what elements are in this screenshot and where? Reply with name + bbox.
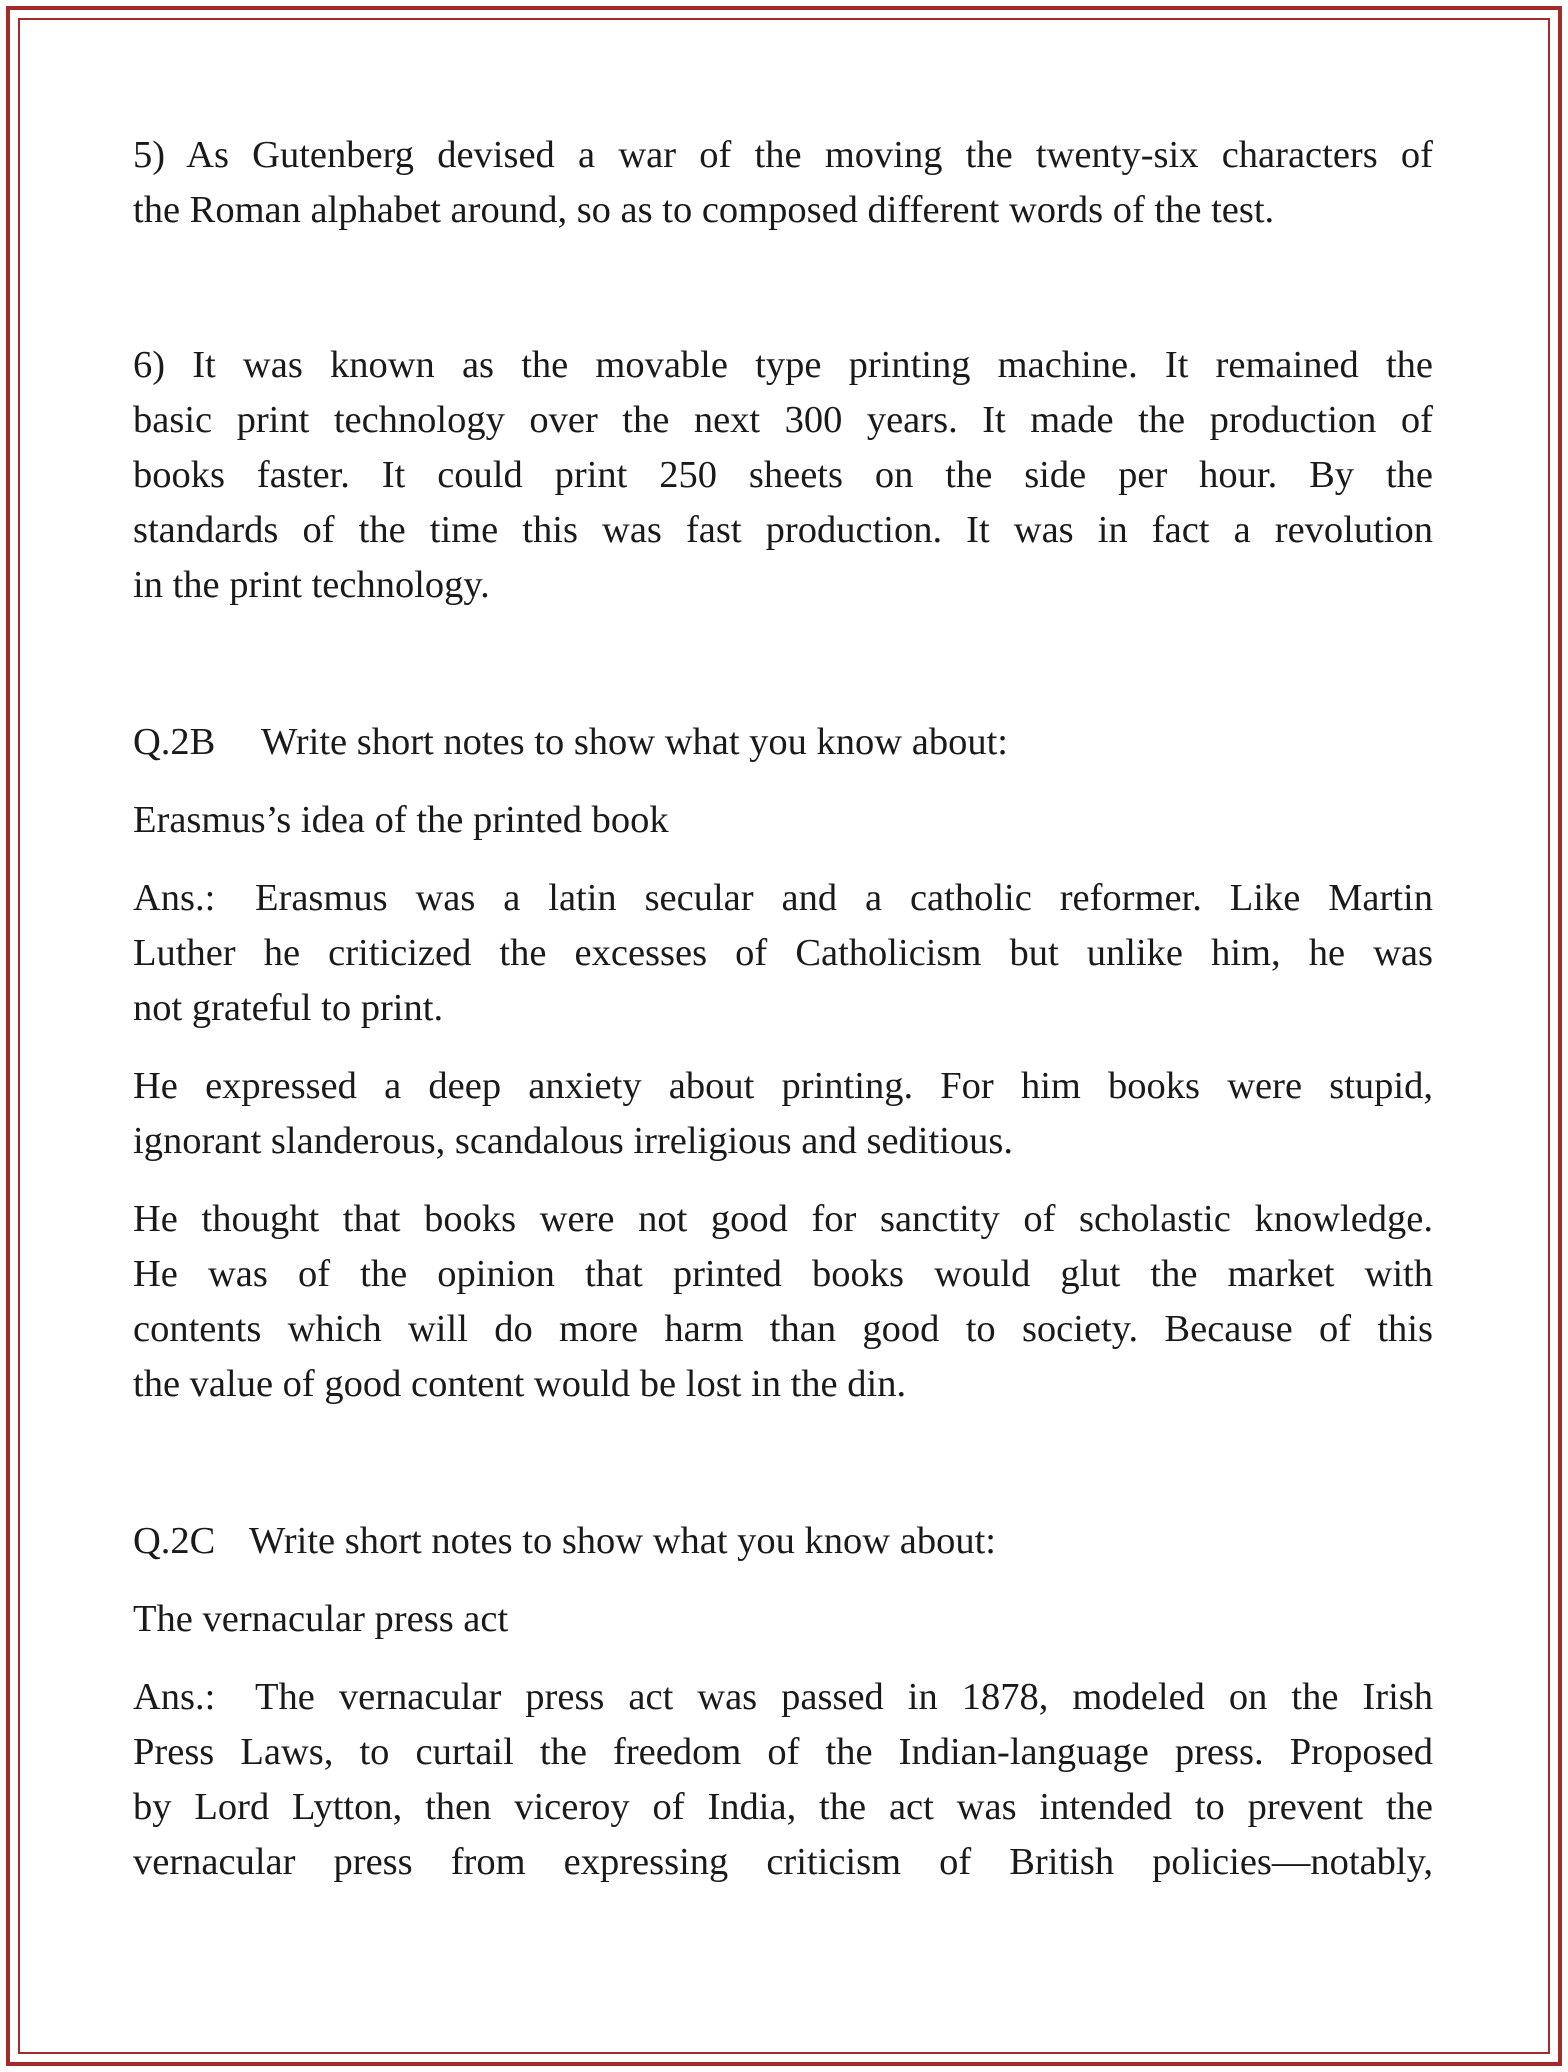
q2c-heading — [133, 1514, 1433, 1569]
q2b-answer-paragraph-3 — [133, 1192, 1433, 1412]
text-line: 5) As Gutenberg devised a war of the moving the twenty-six characters of — [133, 134, 1433, 176]
answer-text: The vernacular press act was passed in 1878, modeled on the Irish — [255, 1676, 1433, 1718]
question-prompt: Write short notes to show what you know about: — [261, 721, 1008, 763]
text-line: basic print technology over the next 300 years. It made the production of — [133, 399, 1433, 441]
q2b-heading — [133, 715, 1433, 770]
text-line: not grateful to print. — [133, 987, 444, 1029]
text-line: books faster. It could print 250 sheets on the side per hour. By the — [133, 454, 1433, 496]
answer-label: Ans.: — [133, 877, 216, 919]
text-line: He was of the opinion that printed books would glut the market with — [133, 1253, 1433, 1295]
text-line: standards of the time this was fast production. It was in fact a revolution — [133, 509, 1433, 551]
text-line: contents which will do more harm than good to society. Because of this — [133, 1308, 1433, 1350]
answer-text: Erasmus was a latin secular and a catholic reformer. Like Martin — [255, 877, 1433, 919]
text-line: the value of good content would be lost in the din. — [133, 1363, 907, 1405]
q2b-topic: Erasmus’s idea of the printed book — [133, 799, 669, 841]
document-body — [133, 128, 1433, 1890]
q2b-answer-paragraph-1 — [133, 871, 1433, 1036]
text-line: 6) It was known as the movable type printing machine. It remained the — [133, 344, 1433, 386]
item-6-paragraph — [133, 338, 1433, 613]
answer-label: Ans.: — [133, 1676, 216, 1718]
text-line — [133, 1670, 1433, 1725]
question-number: Q.2C — [133, 1520, 216, 1562]
question-number: Q.2B — [133, 721, 216, 763]
q2c-answer-paragraph-1 — [133, 1670, 1433, 1890]
text-line: He expressed a deep anxiety about printing. For him books were stupid, — [133, 1065, 1433, 1107]
text-line: the Roman alphabet around, so as to composed different words of the test. — [133, 189, 1275, 231]
text-line: He thought that books were not good for sanctity of scholastic knowledge. — [133, 1198, 1433, 1240]
question-prompt: Write short notes to show what you know about: — [249, 1520, 996, 1562]
text-line: vernacular press from expressing criticism of British policies—notably, — [133, 1841, 1433, 1883]
text-line: ignorant slanderous, scandalous irreligious and seditious. — [133, 1120, 1013, 1162]
text-line: Luther he criticized the excesses of Catholicism but unlike him, he was — [133, 932, 1433, 974]
text-line: Press Laws, to curtail the freedom of the Indian-language press. Proposed — [133, 1731, 1433, 1773]
text-line: in the print technology. — [133, 564, 490, 606]
q2b-answer-paragraph-2 — [133, 1059, 1433, 1169]
text-line: by Lord Lytton, then viceroy of India, the act was intended to prevent the — [133, 1786, 1433, 1828]
text-line — [133, 871, 1433, 926]
item-5-paragraph — [133, 128, 1433, 238]
q2c-topic: The vernacular press act — [133, 1598, 509, 1640]
